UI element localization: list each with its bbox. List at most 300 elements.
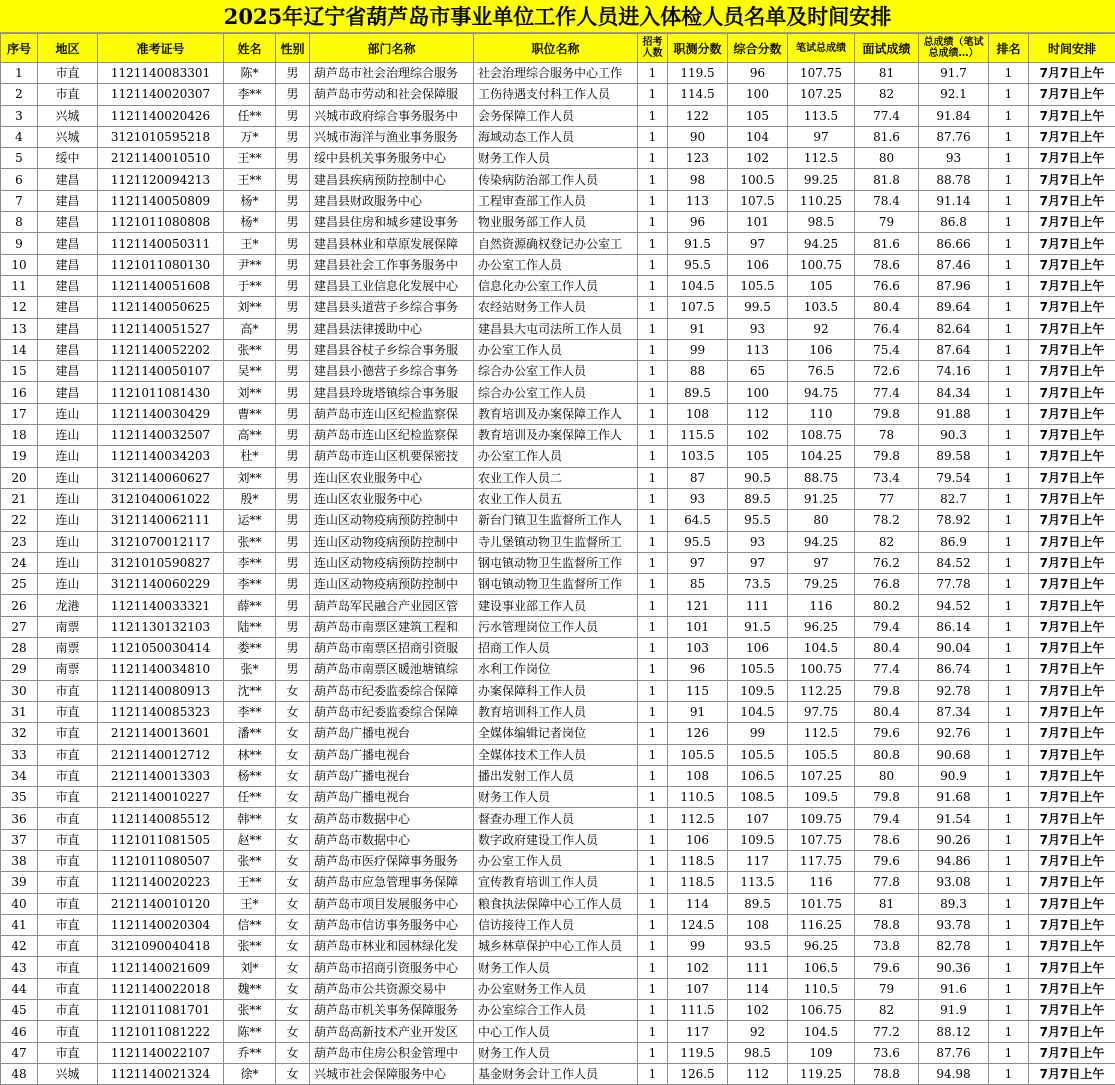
cell-interview-score: 79.4 [855,616,919,637]
cell-region: 市直 [38,850,98,871]
cell-gender: 男 [276,467,310,488]
cell-gender: 男 [276,339,310,360]
cell-name: 运** [224,510,276,531]
cell-comprehensive-score: 111 [728,595,788,616]
cell-rank: 1 [989,659,1029,680]
cell-recruit-count: 1 [638,63,668,84]
col-header-position: 职位名称 [474,34,638,63]
cell-total-score: 91.6 [919,978,989,999]
cell-rank: 1 [989,829,1029,850]
cell-comprehensive-score: 109.5 [728,680,788,701]
cell-department: 葫芦岛市项目发展服务中心 [310,893,474,914]
cell-recruit-count: 1 [638,936,668,957]
cell-interview-score: 78 [855,425,919,446]
cell-aptitude-score: 108 [668,765,728,786]
cell-written-total: 88.75 [788,467,855,488]
cell-written-total: 97.75 [788,701,855,722]
cell-gender: 男 [276,212,310,233]
cell-name: 李** [224,84,276,105]
cell-position: 教育培训及办案保障工作人 [474,425,638,446]
col-header-written-total: 笔试总成绩 [788,34,855,63]
cell-rank: 1 [989,297,1029,318]
cell-seq: 24 [1,552,38,573]
cell-comprehensive-score: 105.5 [728,659,788,680]
cell-recruit-count: 1 [638,297,668,318]
cell-aptitude-score: 87 [668,467,728,488]
cell-gender: 男 [276,382,310,403]
cell-gender: 男 [276,531,310,552]
cell-schedule: 7月7日上午 [1029,723,1115,744]
cell-schedule: 7月7日上午 [1029,446,1115,467]
cell-written-total: 79.25 [788,574,855,595]
cell-position: 污水管理岗位工作人员 [474,616,638,637]
cell-gender: 男 [276,638,310,659]
cell-department: 葫芦岛市纪委监委综合保障 [310,680,474,701]
cell-name: 韩** [224,808,276,829]
cell-exam-id: 3121010590827 [98,552,224,573]
cell-department: 葫芦岛市南票区建筑工程和 [310,616,474,637]
cell-seq: 28 [1,638,38,659]
cell-recruit-count: 1 [638,1000,668,1021]
cell-interview-score: 73.8 [855,936,919,957]
cell-comprehensive-score: 105 [728,105,788,126]
cell-total-score: 87.76 [919,126,989,147]
cell-total-score: 92.1 [919,84,989,105]
cell-name: 王** [224,169,276,190]
cell-gender: 男 [276,275,310,296]
cell-rank: 1 [989,126,1029,147]
cell-comprehensive-score: 105.5 [728,275,788,296]
cell-region: 建昌 [38,361,98,382]
cell-name: 张* [224,659,276,680]
cell-exam-id: 1121140022107 [98,1042,224,1063]
cell-rank: 1 [989,148,1029,169]
cell-total-score: 91.84 [919,105,989,126]
cell-seq: 35 [1,787,38,808]
cell-schedule: 7月7日上午 [1029,659,1115,680]
cell-seq: 21 [1,488,38,509]
cell-aptitude-score: 91 [668,318,728,339]
cell-total-score: 91.68 [919,787,989,808]
table-row [1,829,1115,850]
cell-name: 刘** [224,467,276,488]
col-header-comprehensive-score: 综合分数 [728,34,788,63]
cell-exam-id: 2121140013303 [98,765,224,786]
cell-recruit-count: 1 [638,659,668,680]
cell-position: 农业工作人员五 [474,488,638,509]
cell-comprehensive-score: 93 [728,531,788,552]
cell-total-score: 82.64 [919,318,989,339]
cell-gender: 女 [276,957,310,978]
cell-exam-id: 1121140034203 [98,446,224,467]
cell-region: 建昌 [38,297,98,318]
cell-total-score: 82.78 [919,936,989,957]
cell-recruit-count: 1 [638,1063,668,1084]
cell-region: 建昌 [38,190,98,211]
cell-seq: 43 [1,957,38,978]
table-row [1,616,1115,637]
col-header-region: 地区 [38,34,98,63]
cell-position: 督查办理工作人员 [474,808,638,829]
cell-interview-score: 76.2 [855,552,919,573]
cell-department: 建昌县小德营子乡综合事务 [310,361,474,382]
cell-aptitude-score: 105.5 [668,744,728,765]
cell-schedule: 7月7日上午 [1029,808,1115,829]
cell-department: 建昌县财政服务中心 [310,190,474,211]
cell-written-total: 119.25 [788,1063,855,1084]
cell-position: 教育培训科工作人员 [474,701,638,722]
table-row [1,275,1115,296]
table-row [1,850,1115,871]
cell-department: 兴城市政府综合事务服务中 [310,105,474,126]
cell-aptitude-score: 111.5 [668,1000,728,1021]
cell-comprehensive-score: 106 [728,254,788,275]
cell-schedule: 7月7日上午 [1029,84,1115,105]
cell-comprehensive-score: 104 [728,126,788,147]
table-row [1,872,1115,893]
cell-rank: 1 [989,808,1029,829]
cell-interview-score: 77.4 [855,659,919,680]
cell-written-total: 108.75 [788,425,855,446]
table-row [1,105,1115,126]
cell-department: 葫芦岛市劳动和社会保障服 [310,84,474,105]
cell-exam-id: 3121090040418 [98,936,224,957]
cell-exam-id: 2121140013601 [98,723,224,744]
cell-gender: 男 [276,361,310,382]
cell-interview-score: 80 [855,148,919,169]
cell-total-score: 89.58 [919,446,989,467]
cell-interview-score: 79 [855,212,919,233]
cell-recruit-count: 1 [638,872,668,893]
cell-rank: 1 [989,574,1029,595]
cell-comprehensive-score: 104.5 [728,701,788,722]
cell-interview-score: 78.2 [855,510,919,531]
cell-schedule: 7月7日上午 [1029,957,1115,978]
cell-schedule: 7月7日上午 [1029,936,1115,957]
cell-name: 高* [224,318,276,339]
cell-seq: 22 [1,510,38,531]
cell-aptitude-score: 118.5 [668,872,728,893]
cell-seq: 25 [1,574,38,595]
cell-seq: 45 [1,1000,38,1021]
cell-aptitude-score: 126 [668,723,728,744]
cell-interview-score: 78.4 [855,190,919,211]
cell-written-total: 105.5 [788,744,855,765]
cell-gender: 女 [276,808,310,829]
cell-name: 张** [224,531,276,552]
cell-position: 宣传教育培训工作人员 [474,872,638,893]
cell-gender: 女 [276,872,310,893]
cell-total-score: 86.8 [919,212,989,233]
cell-schedule: 7月7日上午 [1029,616,1115,637]
table-row [1,212,1115,233]
cell-rank: 1 [989,1000,1029,1021]
cell-position: 全媒体编辑记者岗位 [474,723,638,744]
cell-recruit-count: 1 [638,808,668,829]
table-row [1,680,1115,701]
cell-name: 陈** [224,1021,276,1042]
cell-seq: 18 [1,425,38,446]
cell-name: 吴** [224,361,276,382]
cell-schedule: 7月7日上午 [1029,893,1115,914]
cell-name: 刘** [224,297,276,318]
table-row [1,595,1115,616]
cell-gender: 女 [276,978,310,999]
cell-seq: 26 [1,595,38,616]
cell-name: 尹** [224,254,276,275]
cell-seq: 8 [1,212,38,233]
cell-position: 建设事业部工作人员 [474,595,638,616]
cell-schedule: 7月7日上午 [1029,63,1115,84]
cell-position: 钢屯镇动物卫生监督所工作 [474,574,638,595]
cell-department: 建昌县工业信息化发展中心 [310,275,474,296]
cell-rank: 1 [989,765,1029,786]
cell-total-score: 82.7 [919,488,989,509]
cell-rank: 1 [989,914,1029,935]
col-header-recruit-count: 招考人数 [638,34,668,63]
table-row [1,1063,1115,1084]
cell-region: 市直 [38,765,98,786]
cell-comprehensive-score: 102 [728,148,788,169]
cell-department: 绥中县机关事务服务中心 [310,148,474,169]
cell-rank: 1 [989,1063,1029,1084]
cell-written-total: 107.75 [788,63,855,84]
cell-position: 财务工作人员 [474,787,638,808]
table-row [1,574,1115,595]
cell-exam-id: 1121050030414 [98,638,224,659]
cell-region: 绥中 [38,148,98,169]
cell-exam-id: 1121011080507 [98,850,224,871]
cell-aptitude-score: 121 [668,595,728,616]
cell-aptitude-score: 107.5 [668,297,728,318]
header-row [1,34,1115,63]
cell-rank: 1 [989,488,1029,509]
cell-total-score: 87.96 [919,275,989,296]
cell-aptitude-score: 95.5 [668,531,728,552]
col-header-schedule: 时间安排 [1029,34,1115,63]
cell-rank: 1 [989,105,1029,126]
cell-interview-score: 79.6 [855,850,919,871]
cell-recruit-count: 1 [638,382,668,403]
cell-position: 工伤待遇支付科工作人员 [474,84,638,105]
cell-written-total: 117.75 [788,850,855,871]
cell-total-score: 90.68 [919,744,989,765]
table-row [1,744,1115,765]
cell-gender: 男 [276,510,310,531]
cell-name: 李** [224,552,276,573]
cell-comprehensive-score: 96 [728,63,788,84]
cell-name: 张** [224,339,276,360]
cell-written-total: 104.5 [788,638,855,659]
table-row [1,531,1115,552]
cell-interview-score: 80.4 [855,297,919,318]
cell-comprehensive-score: 100 [728,84,788,105]
cell-comprehensive-score: 97 [728,233,788,254]
table-row [1,659,1115,680]
col-header-aptitude-score: 职测分数 [668,34,728,63]
cell-written-total: 106.5 [788,957,855,978]
cell-department: 葫芦岛市林业和园林绿化发 [310,936,474,957]
cell-seq: 47 [1,1042,38,1063]
cell-position: 农经站财务工作人员 [474,297,638,318]
cell-name: 杨** [224,765,276,786]
cell-region: 市直 [38,1000,98,1021]
cell-comprehensive-score: 91.5 [728,616,788,637]
cell-region: 建昌 [38,275,98,296]
cell-aptitude-score: 102 [668,957,728,978]
cell-position: 信访接待工作人员 [474,914,638,935]
cell-written-total: 116 [788,872,855,893]
cell-seq: 44 [1,978,38,999]
cell-aptitude-score: 90 [668,126,728,147]
cell-comprehensive-score: 108.5 [728,787,788,808]
cell-schedule: 7月7日上午 [1029,190,1115,211]
cell-total-score: 77.78 [919,574,989,595]
cell-gender: 男 [276,488,310,509]
table-row [1,169,1115,190]
cell-exam-id: 3121010595218 [98,126,224,147]
cell-aptitude-score: 117 [668,1021,728,1042]
cell-position: 办公室财务工作人员 [474,978,638,999]
cell-comprehensive-score: 106.5 [728,765,788,786]
cell-gender: 男 [276,254,310,275]
cell-department: 葫芦岛高新技术产业开发区 [310,1021,474,1042]
cell-total-score: 94.52 [919,595,989,616]
col-header-rank: 排名 [989,34,1029,63]
cell-position: 传染病防治部工作人员 [474,169,638,190]
cell-department: 葫芦岛军民融合产业园区管 [310,595,474,616]
cell-interview-score: 76.6 [855,275,919,296]
cell-department: 葫芦岛市南票区招商引资服 [310,638,474,659]
cell-department: 建昌县玲珑塔镇综合事务服 [310,382,474,403]
cell-name: 任** [224,105,276,126]
cell-written-total: 110 [788,403,855,424]
cell-total-score: 87.46 [919,254,989,275]
table-row [1,148,1115,169]
cell-schedule: 7月7日上午 [1029,339,1115,360]
cell-interview-score: 78.8 [855,1063,919,1084]
cell-comprehensive-score: 100 [728,382,788,403]
cell-recruit-count: 1 [638,616,668,637]
cell-seq: 2 [1,84,38,105]
cell-name: 王* [224,233,276,254]
cell-interview-score: 81 [855,893,919,914]
table-row [1,552,1115,573]
cell-schedule: 7月7日上午 [1029,275,1115,296]
cell-schedule: 7月7日上午 [1029,978,1115,999]
cell-aptitude-score: 85 [668,574,728,595]
cell-gender: 女 [276,1063,310,1084]
cell-comprehensive-score: 89.5 [728,893,788,914]
cell-recruit-count: 1 [638,893,668,914]
cell-department: 连山区动物疫病预防控制中 [310,510,474,531]
cell-position: 工程审查部工作人员 [474,190,638,211]
cell-total-score: 92.76 [919,723,989,744]
col-header-seq: 序号 [1,34,38,63]
cell-department: 葫芦岛广播电视台 [310,765,474,786]
cell-region: 市直 [38,829,98,850]
cell-position: 粮食执法保障中心工作人员 [474,893,638,914]
cell-interview-score: 77.4 [855,382,919,403]
cell-total-score: 90.3 [919,425,989,446]
cell-seq: 12 [1,297,38,318]
cell-written-total: 109.5 [788,787,855,808]
cell-name: 刘** [224,382,276,403]
cell-region: 连山 [38,531,98,552]
cell-department: 葫芦岛市南票区暖池塘镇综 [310,659,474,680]
cell-total-score: 92.78 [919,680,989,701]
col-header-name: 姓名 [224,34,276,63]
cell-gender: 女 [276,893,310,914]
cell-region: 市直 [38,723,98,744]
cell-name: 乔** [224,1042,276,1063]
cell-gender: 男 [276,574,310,595]
cell-recruit-count: 1 [638,254,668,275]
cell-written-total: 94.25 [788,233,855,254]
cell-interview-score: 78.8 [855,914,919,935]
table-row [1,893,1115,914]
cell-rank: 1 [989,787,1029,808]
table-row [1,403,1115,424]
cell-name: 高** [224,425,276,446]
cell-written-total: 106 [788,339,855,360]
cell-department: 葫芦岛市公共资源交易中 [310,978,474,999]
cell-position: 水利工作岗位 [474,659,638,680]
cell-gender: 女 [276,1021,310,1042]
cell-seq: 40 [1,893,38,914]
candidate-table [0,33,1115,1085]
cell-written-total: 91.25 [788,488,855,509]
cell-gender: 女 [276,723,310,744]
cell-interview-score: 80.2 [855,595,919,616]
cell-gender: 男 [276,403,310,424]
cell-recruit-count: 1 [638,84,668,105]
cell-gender: 男 [276,126,310,147]
cell-department: 连山区农业服务中心 [310,467,474,488]
table-row [1,510,1115,531]
cell-written-total: 97 [788,552,855,573]
cell-gender: 女 [276,1042,310,1063]
cell-gender: 女 [276,1000,310,1021]
cell-interview-score: 78.6 [855,829,919,850]
cell-exam-id: 1121140030429 [98,403,224,424]
cell-written-total: 92 [788,318,855,339]
cell-position: 综合办公室工作人员 [474,382,638,403]
cell-exam-id: 1121140020307 [98,84,224,105]
cell-region: 连山 [38,403,98,424]
cell-exam-id: 2121140012712 [98,744,224,765]
cell-written-total: 97 [788,126,855,147]
cell-aptitude-score: 103.5 [668,446,728,467]
cell-total-score: 94.98 [919,1063,989,1084]
cell-aptitude-score: 110.5 [668,787,728,808]
cell-rank: 1 [989,361,1029,382]
cell-exam-id: 1121140033321 [98,595,224,616]
cell-name: 曹** [224,403,276,424]
cell-seq: 1 [1,63,38,84]
cell-rank: 1 [989,957,1029,978]
cell-total-score: 84.34 [919,382,989,403]
cell-region: 市直 [38,978,98,999]
cell-comprehensive-score: 73.5 [728,574,788,595]
cell-written-total: 113.5 [788,105,855,126]
cell-region: 市直 [38,701,98,722]
cell-written-total: 112.5 [788,723,855,744]
cell-comprehensive-score: 98.5 [728,1042,788,1063]
cell-seq: 23 [1,531,38,552]
cell-comprehensive-score: 99.5 [728,297,788,318]
cell-comprehensive-score: 93 [728,318,788,339]
